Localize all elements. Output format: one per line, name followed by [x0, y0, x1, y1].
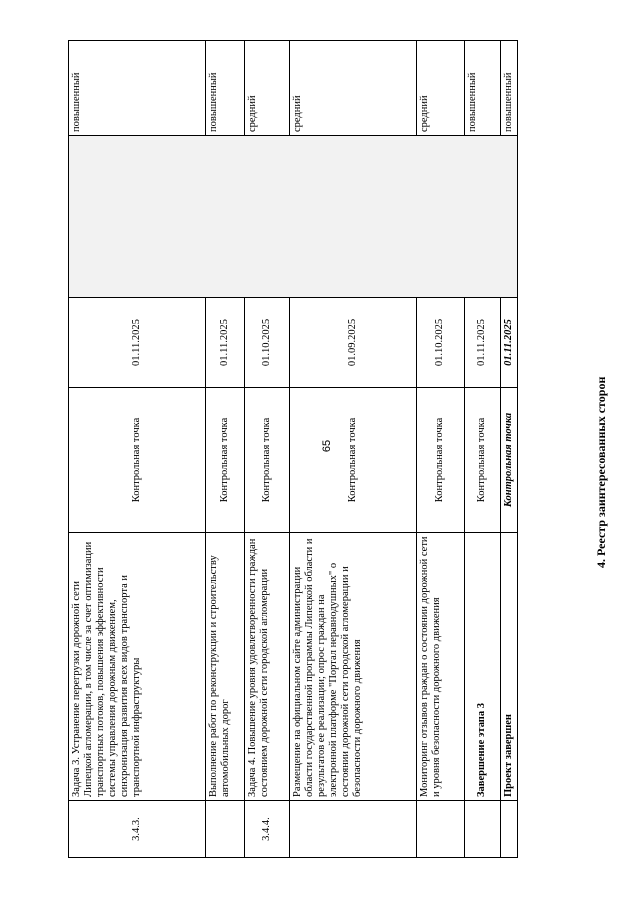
page-number: 65	[321, 439, 333, 453]
project-plan-table	[68, 40, 518, 858]
row-number	[501, 801, 518, 858]
row-number: 3.4.3.	[69, 801, 206, 858]
table-row	[69, 41, 206, 858]
row-type: Контрольная точка	[417, 388, 465, 533]
row-task: Мониторинг отзывов граждан о состоянии дорожной сети и уровня безопасности дорожного движения	[417, 533, 465, 801]
row-level: средний	[290, 41, 417, 136]
row-date: 01.09.2025	[290, 298, 417, 388]
row-type: Контрольная точка	[290, 388, 417, 533]
row-blank-cell	[69, 136, 518, 298]
row-date: 01.10.2025	[245, 298, 290, 388]
row-level: повышенный	[69, 41, 206, 136]
row-task: Размещение на официальном сайте администрации области государственной программы Липецкой области и результатов ее реализации; опрос граждан на электронной платформе "Портал неравнодушных" о состоянии дорожной сети городской агломерации и безопасности дорожного движения	[290, 533, 417, 801]
row-task: Задача 3. Устранение перегрузки дорожной сети Липецкой агломерации, в том числе за счет оптимизации транспортных потоков, повышения эффективности системы управления дорожным движением, синхронизация развития всех видов транспорта и транспортной инфраструктуры	[69, 533, 206, 801]
row-type: Контрольная точка	[245, 388, 290, 533]
section-heading: 4. Реестр заинтересованных сторон	[594, 376, 608, 568]
row-level: повышенный	[501, 41, 518, 136]
row-date: 01.11.2025	[69, 298, 206, 388]
row-date: 01.10.2025	[417, 298, 465, 388]
row-date: 01.11.2025	[501, 298, 518, 388]
row-number	[417, 801, 465, 858]
rotated-table-container	[68, 41, 514, 858]
row-task: Выполнение работ по реконструкции и строительству автомобильных дорог	[206, 533, 245, 801]
row-number: 3.4.4.	[245, 801, 290, 858]
row-level: средний	[245, 41, 290, 136]
row-task: Задача 4. Повышение уровня удовлетворенности граждан состоянием дорожной сети городской агломерации	[245, 533, 290, 801]
row-level: повышенный	[465, 41, 501, 136]
row-number	[290, 801, 417, 858]
row-level: средний	[417, 41, 465, 136]
row-date: 01.11.2025	[465, 298, 501, 388]
row-number	[465, 801, 501, 858]
row-type: Контрольная точка	[69, 388, 206, 533]
row-type: Контрольная точка	[465, 388, 501, 533]
row-type: Контрольная точка	[501, 388, 518, 533]
row-date: 01.11.2025	[206, 298, 245, 388]
row-type: Контрольная точка	[206, 388, 245, 533]
row-task: Проект завершен	[501, 533, 518, 801]
row-number	[206, 801, 245, 858]
row-level: повышенный	[206, 41, 245, 136]
row-task: Завершение этапа 3	[465, 533, 501, 801]
